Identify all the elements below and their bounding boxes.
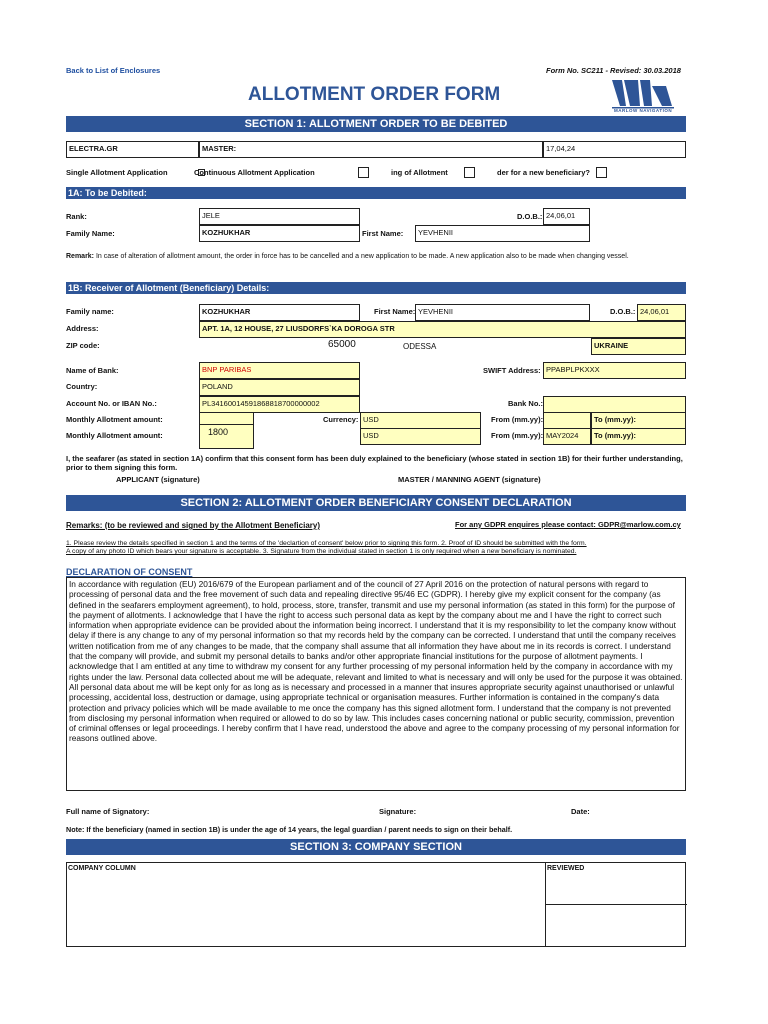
master-label: MASTER: — [202, 144, 237, 153]
address-field[interactable]: APT. 1A, 12 HOUSE, 27 LIUSDORFS`KA DOROGA STR — [199, 321, 686, 338]
company-section-table — [66, 862, 686, 947]
to-field-2[interactable] — [591, 428, 686, 445]
bank-name-field[interactable]: BNP PARIBAS — [199, 362, 360, 379]
remarks-heading: Remarks: (to be reviewed and signed by the Allotment Beneficiary) — [66, 521, 320, 530]
new-beneficiary-checkbox[interactable] — [596, 167, 607, 178]
country-label: Country: — [66, 382, 98, 391]
seafarer-consent-text: I, the seafarer (as stated in section 1A) confirm that this consent form has been duly explained to the beneficiary (whose stated in section 1B) for their further understanding, prior to them signing this form. — [66, 454, 683, 472]
declaration-title: DECLARATION OF CONSENT — [66, 567, 193, 577]
master-signature-label: MASTER / MANNING AGENT (signature) — [398, 475, 541, 484]
bank-no-field[interactable] — [543, 396, 686, 413]
section1a-header: 1A: To be Debited: — [66, 187, 686, 199]
continuous-allotment-label: Continuous Allotment Application — [194, 168, 315, 177]
account-field[interactable]: PL34160014591868818700000002 — [199, 396, 360, 413]
dob-field-1b[interactable]: 24,06,01 — [637, 304, 686, 321]
city-value[interactable]: ODESSA — [403, 342, 437, 351]
rank-field[interactable]: JELE — [199, 208, 360, 225]
dob-label-1b: D.O.B.: — [610, 307, 636, 316]
date-field[interactable]: 17,04,24 — [543, 141, 686, 158]
continuous-allotment-checkbox[interactable] — [358, 167, 369, 178]
to-field-1[interactable] — [591, 412, 686, 429]
page-title: ALLOTMENT ORDER FORM — [248, 84, 501, 105]
account-label: Account No. or IBAN No.: — [66, 399, 157, 408]
monthly-amount-label-2: Monthly Allotment amount: — [66, 431, 163, 440]
guardian-note: Note: If the beneficiary (named in section 1B) is under the age of 14 years, the legal guardian / parent needs to sign on their behalf. — [66, 825, 513, 834]
remark-label: Remark: — [66, 253, 95, 260]
remark-body: In case of alteration of allotment amount, the order in force has to be cancelled and a new application to be made. A new application also to be made when changing vessel. — [95, 253, 629, 260]
from-label-2: From (mm.yy): — [491, 431, 544, 440]
bank-name-label: Name of Bank: — [66, 366, 119, 375]
rank-label: Rank: — [66, 212, 87, 221]
currency-label: Currency: — [323, 415, 359, 424]
zip-value[interactable]: 65000 — [328, 339, 356, 350]
first-name-field-1b[interactable]: YEVHENII — [415, 304, 590, 321]
family-name-field-1b[interactable]: KOZHUKHAR — [199, 304, 360, 321]
gdpr-contact[interactable]: For any GDPR enquires please contact: GDPR@marlow.com.cy — [455, 520, 681, 529]
family-name-label-1a: Family Name: — [66, 229, 115, 238]
applicant-signature-label: APPLICANT (signature) — [116, 475, 200, 484]
swift-field[interactable]: PPABPLPKXXX — [543, 362, 686, 379]
family-name-field-1a[interactable]: KOZHUKHAR — [199, 225, 360, 242]
company-column-label: COMPANY COLUMN — [68, 865, 136, 872]
single-allotment-label: Single Allotment Application — [66, 168, 168, 177]
reviewed-divider — [546, 904, 687, 905]
master-field[interactable] — [199, 141, 543, 158]
first-name-label-1a: First Name: — [362, 229, 404, 238]
section2-note-2: A copy of any photo ID which bears your signature is acceptable. 3. Signature from the individual stated in section 1 is only required when a new beneficiary is nominated. — [66, 548, 577, 555]
new-beneficiary-label: der for a new beneficiary? — [497, 168, 590, 177]
section1b-header: 1B: Receiver of Allotment (Beneficiary) Details: — [66, 282, 686, 294]
ending-allotment-label: ing of Allotment — [391, 168, 448, 177]
dob-label-1a: D.O.B.: — [517, 212, 543, 221]
section2-header: SECTION 2: ALLOTMENT ORDER BENEFICIARY CONSENT DECLARATION — [66, 495, 686, 511]
country-field-top[interactable]: UKRAINE — [591, 338, 686, 355]
to-label-1: To (mm.yy): — [594, 415, 636, 424]
form-number: Form No. SC211 - Revised: 30.03.2018 — [546, 66, 681, 75]
company-logo — [610, 76, 676, 116]
remark-text — [66, 253, 629, 260]
country-field[interactable]: POLAND — [199, 379, 360, 396]
dob-field-1a[interactable]: 24,06,01 — [543, 208, 590, 225]
declaration-box: In accordance with regulation (EU) 2016/679 of the European parliament and of the council of 27 April 2016 on the protection of natural persons with regard to processing of personal data and the free movement of such data and repealing directive 95/46 EC (GDPR). I hereby give my explicit consent for the company (as defined in the seafarers employment agreement), to hold, process, store, transfer, transmit and use my personal information (as stated in this form) for the purpose of the payment of allotments. I acknowledge that I have the right to access such personal data as kept by the company about me and I have the right to correct such information when appropriate evidence can be provided about the information being incorrect. I understand that it is my responsibility to let the company know without delay if there is any change to any of my personal information so that my records held by the company can be corrected. I understand that until the company receives written notification from me of any changes to be made, that the company shall assume that all information they have about me in its records is correct. I understand that the company will provide, and submit my personal details to banks and/or other appropriate financial institutions for the purpose of allotment payments. I acknowledge that I am entitled at any time to withdraw my consent for any further processing of my personal information held by the company in accordance with my rights under the law. Personal data collected about me will be adequate, relevant and limited to what is necessary and will only be used for the purpose it was obtained. All personal data about me will be kept only for as long as is necessary and processed in a manner that insures appropriate security against unauthorised or unlawful processing, accidental loss, destruction or damage, using appropriate technical or organisation measures. Further information is contained in the company's data protection and privacy policies which will be made available to me once the company has this signed allotment form. I understand that the company is not prevented from disclosing my personal information when required or allowed to do so by law. This includes cases concerning national or public security, commission, prevention of criminal offenses or legal proceedings. I hereby confirm that I have read, understood the above and agree to the company processing of my personal information for reasons outlined above. — [66, 577, 686, 791]
address-label: Address: — [66, 324, 99, 333]
signature-label: Signature: — [379, 807, 417, 816]
date-label: Date: — [571, 807, 590, 816]
family-name-label-1b: Family name: — [66, 307, 114, 316]
from-field-2[interactable]: MAY2024 — [543, 428, 591, 445]
swift-label: SWIFT Address: — [483, 366, 541, 375]
first-name-label-1b: First Name: — [374, 307, 416, 316]
to-label-2: To (mm.yy): — [594, 431, 636, 440]
monthly-amount-label-1: Monthly Allotment amount: — [66, 415, 163, 424]
bank-no-label: Bank No.: — [508, 399, 544, 408]
ending-allotment-checkbox[interactable] — [464, 167, 475, 178]
section1-header: SECTION 1: ALLOTMENT ORDER TO BE DEBITED — [66, 116, 686, 132]
from-field-1[interactable] — [543, 412, 591, 429]
full-name-label: Full name of Signatory: — [66, 807, 150, 816]
vessel-field[interactable]: ELECTRA.GR — [66, 141, 199, 158]
section3-header: SECTION 3: COMPANY SECTION — [66, 839, 686, 855]
section2-note-1: 1. Please review the details specified in section 1 and the terms of the 'declartion of consent' below prior to signing this form. 2. Proof of ID should be submitted with the form. — [66, 540, 587, 547]
currency-field-1[interactable]: USD — [360, 412, 481, 429]
reviewed-label: REVIEWED — [547, 865, 585, 872]
from-label-1: From (mm.yy): — [491, 415, 544, 424]
zip-label: ZIP code: — [66, 341, 100, 350]
monthly-amount-field-2[interactable]: 1800 — [199, 424, 254, 449]
reviewed-column — [545, 863, 686, 946]
first-name-field-1a[interactable]: YEVHENII — [415, 225, 590, 242]
logo-caption: MARLOW NAVIGATION — [614, 108, 673, 113]
back-to-enclosures-link[interactable]: Back to List of Enclosures — [66, 66, 161, 75]
currency-field-2[interactable]: USD — [360, 428, 481, 445]
